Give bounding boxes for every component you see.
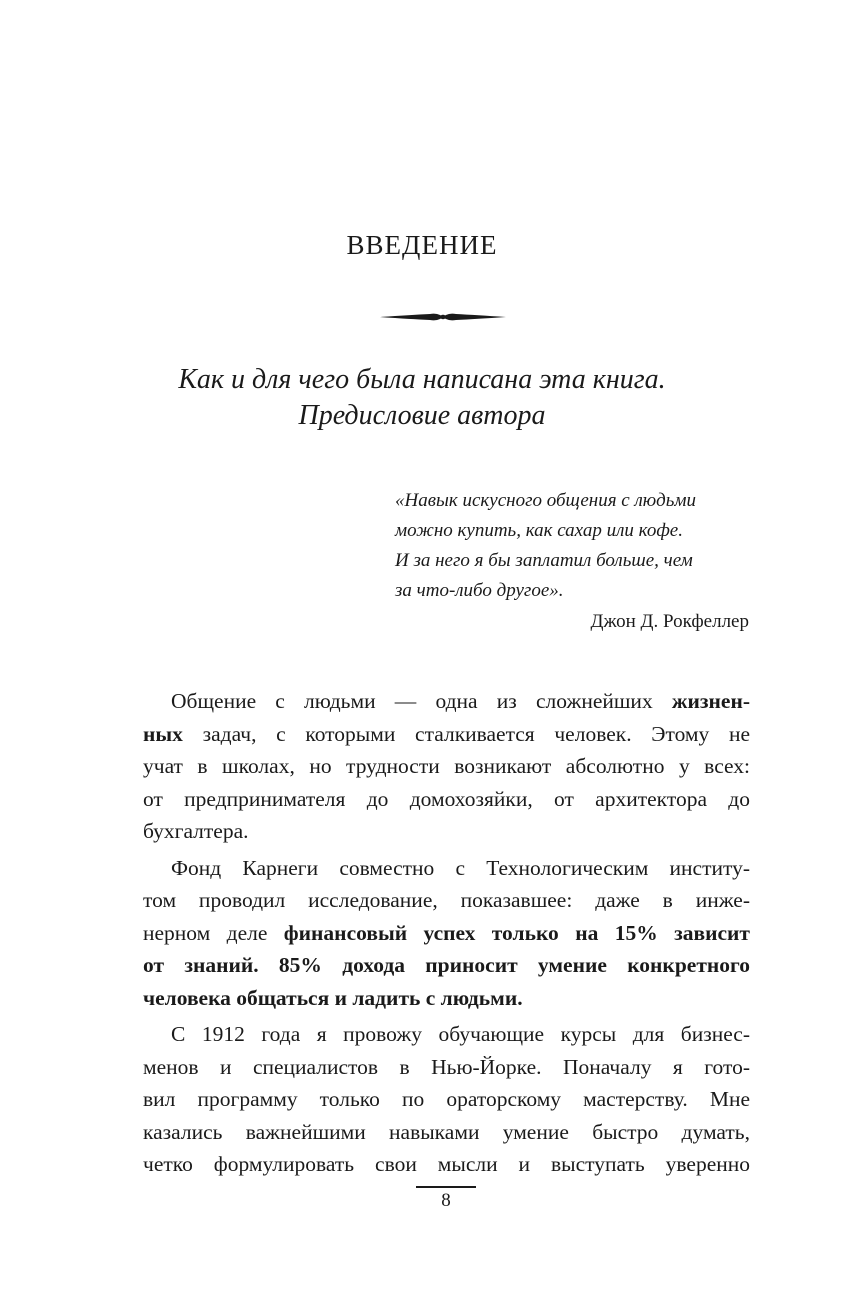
- text-span: задач, с которыми сталкивается человек. Этому не: [182, 721, 750, 746]
- body-line: [143, 949, 750, 982]
- body-line: [143, 917, 750, 950]
- body-line: [143, 685, 750, 718]
- text-span: нерном деле: [143, 920, 284, 945]
- body-line: менов и специалистов в Нью-Йорке. Поначалу я гото-: [143, 1054, 750, 1079]
- body-line: учат в школах, но трудности возникают абсолютно у всех:: [143, 754, 750, 778]
- body-line: бухгалтера.: [143, 819, 249, 843]
- epigraph-line: за что-либо другое».: [395, 580, 564, 601]
- body-line: казались важнейшими навыками умение быстро думать,: [143, 1119, 750, 1144]
- body-line: четко формулировать свои мысли и выступать уверенно: [143, 1152, 750, 1176]
- body-line: Фонд Карнеги совместно с Технологическим институ-: [171, 855, 750, 880]
- body-line: от предпринимателя до домохозяйки, от архитектора до: [143, 786, 750, 811]
- body-line: С 1912 года я провожу обучающие курсы для бизнес-: [171, 1022, 750, 1046]
- chapter-title: ВВЕДЕНИЕ: [346, 230, 498, 260]
- ornament-divider: [380, 309, 506, 325]
- epigraph-line: можно купить, как сахар или кофе.: [395, 520, 683, 541]
- chapter-subtitle: [0, 362, 844, 434]
- text-span: Общение с людьми — одна из сложнейших: [171, 689, 672, 713]
- body-line: вил программу только по ораторскому мастерству. Мне: [143, 1087, 750, 1111]
- bold-span: человека общаться и ладить с людьми.: [143, 985, 523, 1010]
- footer-rule: [416, 1186, 476, 1188]
- epigraph-author: Джон Д. Рокфеллер: [590, 611, 749, 632]
- subtitle-line: Как и для чего была написана эта книга.: [178, 364, 666, 395]
- bold-span: финансовый успех только на 15% зависит: [283, 920, 750, 945]
- body-line: том проводил исследование, показавшее: даже в инже-: [143, 888, 750, 912]
- epigraph-line: «Навык искусного общения с людьми: [395, 490, 697, 511]
- bold-span: ных: [143, 721, 183, 746]
- bold-span: от знаний. 85% дохода приносит умение конкретного: [143, 953, 750, 977]
- body-line: [143, 718, 750, 751]
- bold-span: жизнен-: [671, 689, 750, 713]
- subtitle-line: Предисловие автора: [298, 400, 546, 431]
- epigraph-quote: [395, 486, 755, 606]
- page-number: 8: [441, 1190, 451, 1211]
- epigraph-line: И за него я бы заплатил больше, чем: [395, 550, 693, 571]
- body-text: [143, 685, 750, 1181]
- body-line: [143, 982, 750, 1015]
